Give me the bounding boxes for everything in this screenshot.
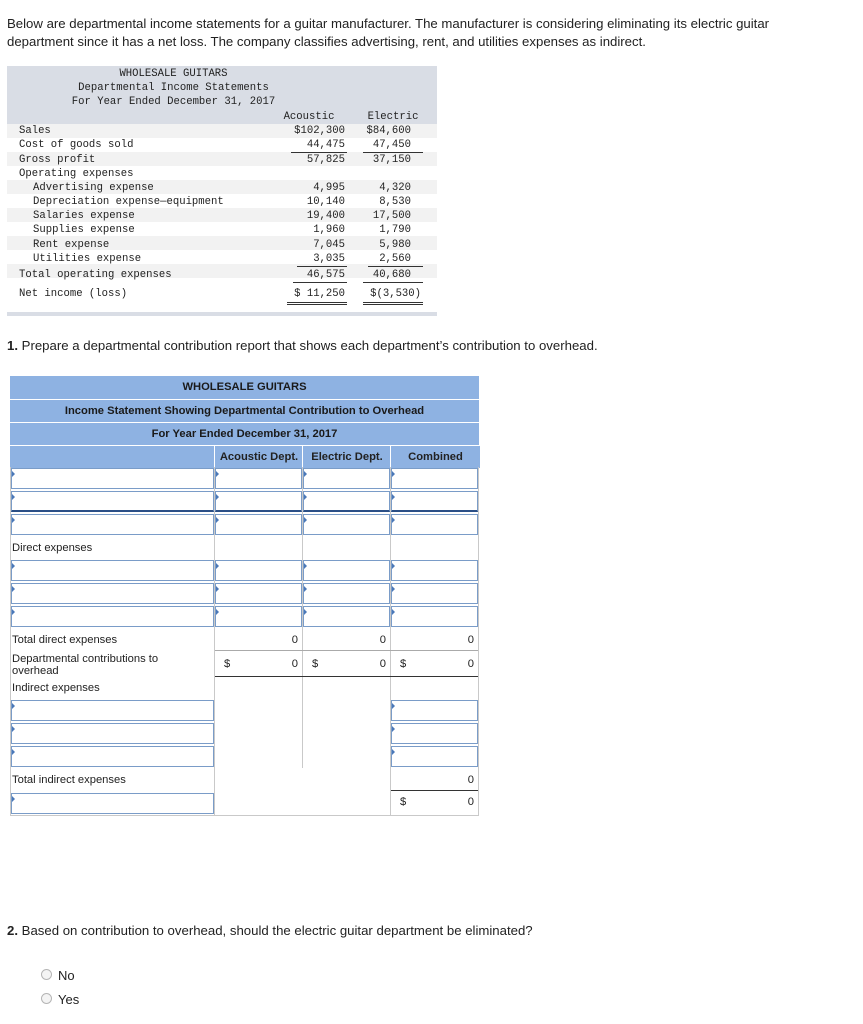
electric-input-2[interactable]	[303, 491, 390, 512]
given-row-electric: 4,320	[379, 182, 411, 194]
direct-combined-input-1[interactable]	[391, 560, 478, 581]
given-row-label: Rent expense	[33, 239, 110, 251]
direct-acoustic-input-3[interactable]	[215, 606, 302, 627]
direct-combined-input-2[interactable]	[391, 583, 478, 604]
direct-combined-input-3[interactable]	[391, 606, 478, 627]
question-1-number: 1.	[7, 338, 18, 353]
total-indirect-combined: 0	[467, 774, 474, 786]
given-row-label: Total operating expenses	[19, 269, 172, 281]
given-row-electric: 1,790	[379, 224, 411, 236]
problem-intro: Below are departmental income statements for a guitar manufacturer. The manufacturer is considering eliminating its electric guitar department since it has a net loss. The company classifies advertising, rent, and utilities expenses as indirect.	[7, 16, 770, 49]
form-title: Income Statement Showing Departmental Contribution to Overhead	[10, 399, 479, 423]
acoustic-input-1[interactable]	[215, 468, 302, 489]
given-row-label: Depreciation expense—equipment	[33, 196, 224, 208]
given-row-label: Supplies expense	[33, 224, 135, 236]
given-row-acoustic: 57,825	[306, 154, 345, 166]
given-row-label: Sales	[19, 125, 51, 137]
radio-no-label[interactable]: No	[58, 968, 75, 983]
given-col-acoustic: Acoustic	[283, 111, 335, 123]
given-income-statement	[7, 66, 437, 317]
electric-input-3[interactable]	[303, 514, 390, 535]
direct-acoustic-input-2[interactable]	[215, 583, 302, 604]
given-row-acoustic: 3,035	[313, 253, 345, 265]
question-2-text: Based on contribution to overhead, should the electric guitar department be eliminated?	[18, 923, 533, 938]
given-row-electric: 40,680	[372, 269, 411, 281]
given-row-label: Utilities expense	[33, 253, 142, 265]
total-indirect-label: Total indirect expenses	[12, 774, 126, 786]
direct-label-input-1[interactable]	[11, 560, 214, 581]
combined-input-3[interactable]	[391, 514, 478, 535]
net-income-combined: 0	[467, 796, 474, 808]
direct-acoustic-input-1[interactable]	[215, 560, 302, 581]
given-row-electric: 5,980	[379, 239, 411, 251]
given-row-label: Salaries expense	[33, 210, 135, 222]
radio-yes-label[interactable]: Yes	[58, 992, 80, 1007]
given-row-acoustic: 44,475	[306, 139, 345, 151]
direct-label-input-2[interactable]	[11, 583, 214, 604]
indirect-combined-input-1[interactable]	[391, 700, 478, 721]
col-header-electric: Electric Dept.	[302, 445, 391, 468]
indirect-label-input-2[interactable]	[11, 723, 214, 744]
given-row-electric: 37,150	[372, 154, 411, 166]
total-direct-label: Total direct expenses	[12, 634, 118, 646]
revenue-label-input-3[interactable]	[11, 514, 214, 535]
given-row-electric: 17,500	[372, 210, 411, 222]
dollar-sign: $	[224, 658, 231, 670]
given-row-label: Advertising expense	[33, 182, 154, 194]
revenue-label-input-2[interactable]	[11, 491, 214, 512]
col-header-combined: Combined	[390, 445, 480, 468]
given-row-label: Net income (loss)	[19, 288, 128, 300]
indirect-expenses-label: Indirect expenses	[12, 682, 100, 694]
given-row-acoustic: 46,575	[306, 269, 345, 281]
given-row-electric: $84,600	[366, 125, 411, 137]
combined-input-2[interactable]	[391, 491, 478, 512]
given-row-acoustic: 10,140	[306, 196, 345, 208]
given-row-acoustic: 7,045	[313, 239, 345, 251]
given-col-electric: Electric	[367, 111, 419, 123]
col-header-acoustic: Acoustic Dept.	[214, 445, 303, 468]
total-direct-electric: 0	[379, 634, 386, 646]
given-row-label: Cost of goods sold	[19, 139, 134, 151]
combined-input-1[interactable]	[391, 468, 478, 489]
given-period: For Year Ended December 31, 2017	[71, 96, 276, 108]
question-2-number: 2.	[7, 923, 18, 938]
net-income-label-input[interactable]	[11, 793, 214, 814]
acoustic-input-2[interactable]	[215, 491, 302, 512]
dollar-sign: $	[312, 658, 319, 670]
given-row-acoustic: $102,300	[294, 125, 345, 137]
radio-no[interactable]	[41, 969, 52, 980]
indirect-combined-input-2[interactable]	[391, 723, 478, 744]
given-row-label: Gross profit	[19, 154, 96, 166]
given-row-electric: $(3,530)	[370, 288, 421, 300]
form-company: WHOLESALE GUITARS	[10, 376, 479, 399]
statement-bottom-bar	[7, 312, 437, 316]
given-row-label: Operating expenses	[19, 168, 134, 180]
direct-electric-input-3[interactable]	[303, 606, 390, 627]
question-1-text: Prepare a departmental contribution report that shows each department’s contribution to overhead.	[18, 338, 598, 353]
given-row-acoustic: 4,995	[313, 182, 345, 194]
direct-expenses-label: Direct expenses	[12, 542, 93, 554]
acoustic-input-3[interactable]	[215, 514, 302, 535]
contribution-acoustic: 0	[291, 658, 298, 670]
given-company: WHOLESALE GUITARS	[119, 68, 228, 80]
form-period: For Year Ended December 31, 2017	[10, 422, 479, 446]
given-row-electric: 8,530	[379, 196, 411, 208]
dollar-sign: $	[400, 796, 407, 808]
given-row-acoustic: $ 11,250	[294, 288, 345, 300]
contribution-electric: 0	[379, 658, 386, 670]
electric-input-1[interactable]	[303, 468, 390, 489]
total-direct-combined: 0	[467, 634, 474, 646]
question-1	[7, 338, 598, 353]
contribution-label: Departmental contributions to overhead	[12, 653, 159, 677]
revenue-label-input-1[interactable]	[11, 468, 214, 489]
indirect-combined-input-3[interactable]	[391, 746, 478, 767]
total-direct-acoustic: 0	[291, 634, 298, 646]
radio-yes[interactable]	[41, 993, 52, 1004]
given-row-electric: 47,450	[372, 139, 411, 151]
contribution-combined: 0	[467, 658, 474, 670]
given-row-acoustic: 1,960	[313, 224, 345, 236]
direct-electric-input-2[interactable]	[303, 583, 390, 604]
given-row-acoustic: 19,400	[306, 210, 345, 222]
given-statement-title: Departmental Income Statements	[78, 82, 269, 94]
direct-electric-input-1[interactable]	[303, 560, 390, 581]
dollar-sign: $	[400, 658, 407, 670]
given-row-electric: 2,560	[379, 253, 411, 265]
indirect-label-input-3[interactable]	[11, 746, 214, 767]
indirect-label-input-1[interactable]	[11, 700, 214, 721]
col-header-blank	[10, 445, 214, 468]
question-2	[7, 923, 533, 938]
direct-label-input-3[interactable]	[11, 606, 214, 627]
